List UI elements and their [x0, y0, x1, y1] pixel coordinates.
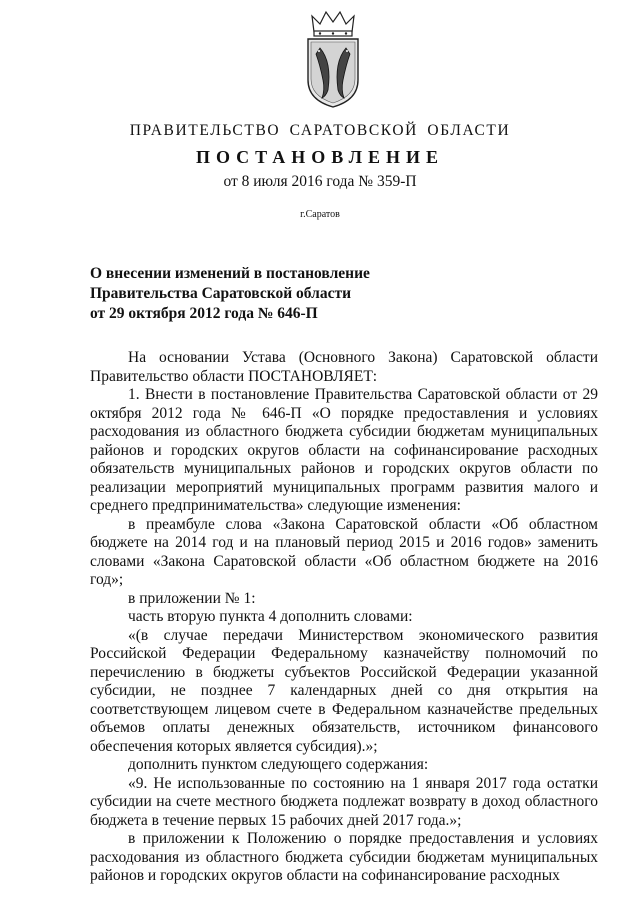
document-body [90, 349, 598, 886]
body-paragraph: в приложении к Положению о порядке предоставления и условиях расходования из областного бюджета субсидии бюджетам муниципальных районов и городских округов области на софинансирование расходных [90, 830, 598, 884]
saratov-coat-of-arms-icon [298, 10, 368, 110]
body-paragraph: в приложении № 1: [128, 589, 256, 607]
subject-line: О внесении изменений в постановление [90, 265, 370, 282]
body-paragraph: дополнить пунктом следующего содержания: [128, 756, 429, 773]
body-paragraph: «9. Не использованные по состоянию на 1 января 2017 года остатки субсидии на счете местного бюджета подлежат возврату в доход областного бюджета в течение первых 15 рабочих дней 2017 года.»; [90, 774, 598, 829]
body-paragraph: часть вторую пункта 4 дополнить словами: [128, 608, 413, 625]
document-date-number: от 8 июля 2016 года № 359-П [223, 173, 417, 190]
city-name: г.Саратов [300, 209, 340, 220]
body-paragraph: 1. Внести в постановление Правительства Саратовской области от 29 октября 2012 года № 646-П «О порядке предоставления и условиях расходования из областного бюджета субсидии бюджетам муниципальных районов и городских округов области на софинансирование расходных обязательств муниципальных районов и городских округов области по реализации мероприятий муниципальных программ развития малого и среднего предпринимательства» следующие изменения: [90, 386, 598, 514]
organization-name: ПРАВИТЕЛЬСТВО САРАТОВСКОЙ ОБЛАСТИ [129, 122, 511, 139]
body-paragraph: На основании Устава (Основного Закона) Саратовской области Правительство области ПОСТАНОВЛЯЕТ: [90, 349, 598, 385]
document-type: ПОСТАНОВЛЕНИЕ [195, 147, 445, 167]
subject-line: от 29 октября 2012 года № 646-П [90, 305, 318, 322]
body-paragraph: в преамбуле слова «Закона Саратовской области «Об областном бюджете на 2014 год и на плановый период 2015 и 2016 годов» заменить словами «Закона Саратовской области «Об областном бюджете на 2016 год»; [90, 515, 598, 588]
body-paragraph: «(в случае передачи Министерством экономического развития Российской Федерации Федеральному казначейству полномочий по перечислению в бюджеты субъектов Российской Федерации указанной субсидии, не позднее 7 календарных дней со дня открытия на соответствующем лицевом счете в Федеральном казначействе предельных объемов оплаты денежных обязательств, источником финансового обеспечения которых является субсидия).»; [90, 626, 598, 755]
subject-line: Правительства Саратовской области [90, 285, 351, 302]
document-subject [90, 264, 410, 324]
